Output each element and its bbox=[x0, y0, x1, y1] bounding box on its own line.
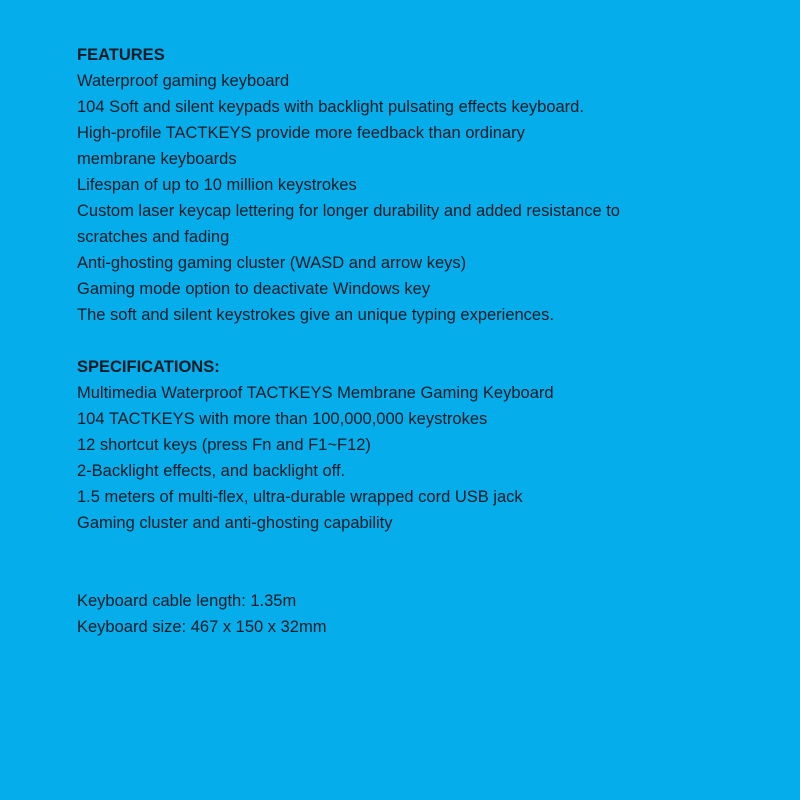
list-item: 12 shortcut keys (press Fn and F1~F12) bbox=[77, 436, 371, 454]
keyboard-size: Keyboard size: 467 x 150 x 32mm bbox=[77, 618, 327, 636]
specifications-heading: SPECIFICATIONS: bbox=[77, 358, 220, 376]
list-item: High-profile TACTKEYS provide more feedback than ordinary bbox=[77, 124, 525, 142]
product-description bbox=[77, 42, 777, 640]
dimensions-list bbox=[77, 588, 777, 640]
cable-length: Keyboard cable length: 1.35m bbox=[77, 592, 297, 610]
list-item: Anti-ghosting gaming cluster (WASD and arrow keys) bbox=[77, 254, 467, 272]
list-item: Custom laser keycap lettering for longer durability and added resistance to bbox=[77, 202, 620, 220]
list-item: Gaming cluster and anti-ghosting capability bbox=[77, 514, 393, 532]
list-item: 104 TACTKEYS with more than 100,000,000 keystrokes bbox=[77, 410, 488, 428]
list-item: 104 Soft and silent keypads with backlight pulsating effects keyboard. bbox=[77, 98, 584, 116]
list-item: scratches and fading bbox=[77, 228, 230, 246]
list-item: Multimedia Waterproof TACTKEYS Membrane Gaming Keyboard bbox=[77, 384, 554, 402]
features-heading: FEATURES bbox=[77, 46, 165, 64]
list-item: membrane keyboards bbox=[77, 150, 237, 168]
specifications-list bbox=[77, 380, 777, 536]
list-item: 1.5 meters of multi-flex, ultra-durable wrapped cord USB jack bbox=[77, 488, 523, 506]
list-item: Gaming mode option to deactivate Windows key bbox=[77, 280, 431, 298]
list-item: 2-Backlight effects, and backlight off. bbox=[77, 462, 346, 480]
list-item: Waterproof gaming keyboard bbox=[77, 72, 290, 90]
list-item: The soft and silent keystrokes give an unique typing experiences. bbox=[77, 306, 554, 324]
list-item: Lifespan of up to 10 million keystrokes bbox=[77, 176, 357, 194]
features-list bbox=[77, 68, 777, 328]
